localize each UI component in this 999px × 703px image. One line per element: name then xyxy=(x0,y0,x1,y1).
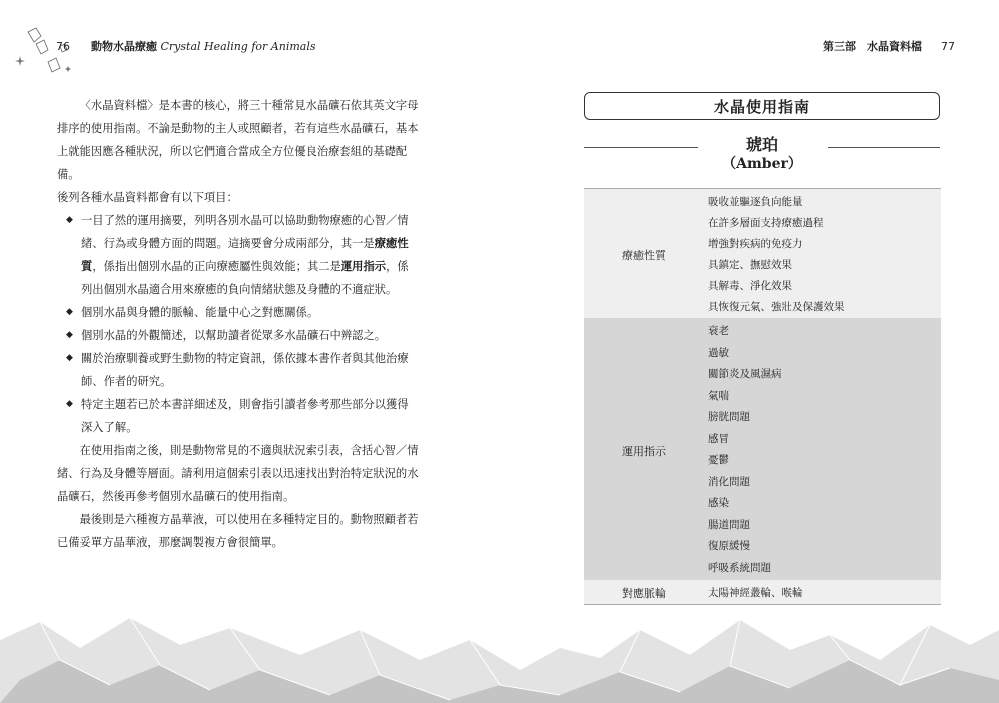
chakra-label: 對應脈輪 xyxy=(622,587,666,600)
usage-item: 過敏 xyxy=(708,347,729,359)
mountain-decoration xyxy=(0,600,999,703)
list-item xyxy=(57,209,419,301)
list-text: 關於治療馴養或野生動物的特定資訊，係依據本書作者與其他治療師、作者的研究。 xyxy=(81,352,409,388)
diamond-bullet-icon: ◆ xyxy=(66,307,73,317)
intro-paragraph: 〈水晶資料檔〉是本書的核心，將三十種常見水晶礦石依其英文字母排序的使用指南。不論是動物的主人或照顧者，若有這些水晶礦石，基本上就能因應各種狀況，所以它們適合當成全方位優良治療套組的基礎配備。 xyxy=(57,99,419,181)
remedies-paragraph: 最後則是六種複方晶華液，可以使用在多種特定目的。動物照顧者若已備妥單方晶華液，那麼調製複方會很簡單。 xyxy=(57,513,419,549)
healing-item: 吸收並驅逐負向能量 xyxy=(708,196,803,208)
crystal-doodle-icon xyxy=(14,26,78,86)
usage-group xyxy=(584,318,941,580)
diamond-bullet-icon: ◆ xyxy=(66,353,73,363)
healing-item: 具鎮定、撫慰效果 xyxy=(708,259,792,271)
usage-item: 膀胱問題 xyxy=(708,411,750,423)
usage-item: 呼吸系統問題 xyxy=(708,562,771,574)
list-text: 個別水晶與身體的脈輪、能量中心之對應關係。 xyxy=(81,306,319,319)
list-item xyxy=(57,347,419,393)
book-title-cn: 動物水晶療癒 xyxy=(91,40,157,53)
usage-item: 腸道問題 xyxy=(708,519,750,531)
index-paragraph: 在使用指南之後，則是動物常見的不適與狀況索引表，含括心智／情緒、行為及身體等層面。請利用這個索引表以迅速找出對治特定狀況的水晶礦石，然後再參考個別水晶礦石的使用指南。 xyxy=(57,444,419,503)
diamond-bullet-icon: ◆ xyxy=(66,215,73,225)
section-title: 第三部 水晶資料檔 xyxy=(823,40,922,53)
list-text: ，係列出個別水晶適合用來療癒的負向情緒狀態及身體的不適症狀。 xyxy=(81,260,409,296)
left-page-number: 76 xyxy=(56,40,70,53)
list-text: ，係指出個別水晶的正向療癒屬性與效能；其二是 xyxy=(92,260,341,273)
left-page-body xyxy=(57,94,419,554)
list-intro-paragraph: 後列各種水晶資料都會有以下項目： xyxy=(57,191,238,204)
diamond-bullet-icon: ◆ xyxy=(66,399,73,409)
usage-item: 復原緩慢 xyxy=(708,540,750,552)
usage-label: 運用指示 xyxy=(622,445,666,458)
title-rule-left xyxy=(584,147,698,148)
usage-item: 消化問題 xyxy=(708,476,750,488)
left-running-header xyxy=(56,38,316,54)
usage-item: 感冒 xyxy=(708,433,729,445)
crystal-name-cn: 琥珀 xyxy=(745,135,778,154)
healing-item: 在許多層面支持療癒過程 xyxy=(708,217,824,229)
usage-item: 感染 xyxy=(708,497,729,509)
healing-item: 具恢復元氣、強壯及保護效果 xyxy=(708,301,845,313)
term-usage: 運用指示 xyxy=(340,260,387,273)
usage-item: 氣喘 xyxy=(708,390,729,402)
book-title-en: Crystal Healing for Animals xyxy=(160,40,316,53)
healing-item: 具解毒、淨化效果 xyxy=(708,280,792,292)
title-rule-right xyxy=(828,147,940,148)
healing-label: 療癒性質 xyxy=(622,249,666,262)
list-text: 個別水晶的外觀簡述，以幫助讀者從眾多水晶礦石中辨認之。 xyxy=(81,329,387,342)
right-page-number: 77 xyxy=(941,40,955,53)
item-list xyxy=(57,209,419,439)
list-text: 一目了然的運用摘要，列明各別水晶可以協助動物療癒的心智／情緒、行為或身體方面的問題。這摘要會分成兩部分，其一是 xyxy=(81,214,409,250)
usage-item: 衰老 xyxy=(708,325,729,337)
crystal-name-en: （Amber） xyxy=(722,156,802,172)
usage-item: 憂鬱 xyxy=(708,454,729,466)
list-item xyxy=(57,324,419,347)
healing-properties-group xyxy=(584,188,941,319)
term-healing: 療癒性質 xyxy=(81,237,409,273)
list-item xyxy=(57,393,419,439)
right-running-header xyxy=(823,38,955,54)
guide-title: 水晶使用指南 xyxy=(713,97,810,116)
list-item xyxy=(57,301,419,324)
healing-item: 增強對疾病的免疫力 xyxy=(708,238,803,250)
guide-title-box xyxy=(584,92,940,120)
list-text: 特定主題若已於本書詳細述及，則會指引讀者參考那些部分以獲得深入了解。 xyxy=(81,398,409,434)
diamond-bullet-icon: ◆ xyxy=(66,330,73,340)
chakra-value: 太陽神經叢輪、喉輪 xyxy=(708,587,803,599)
usage-item: 關節炎及風濕病 xyxy=(708,368,782,380)
